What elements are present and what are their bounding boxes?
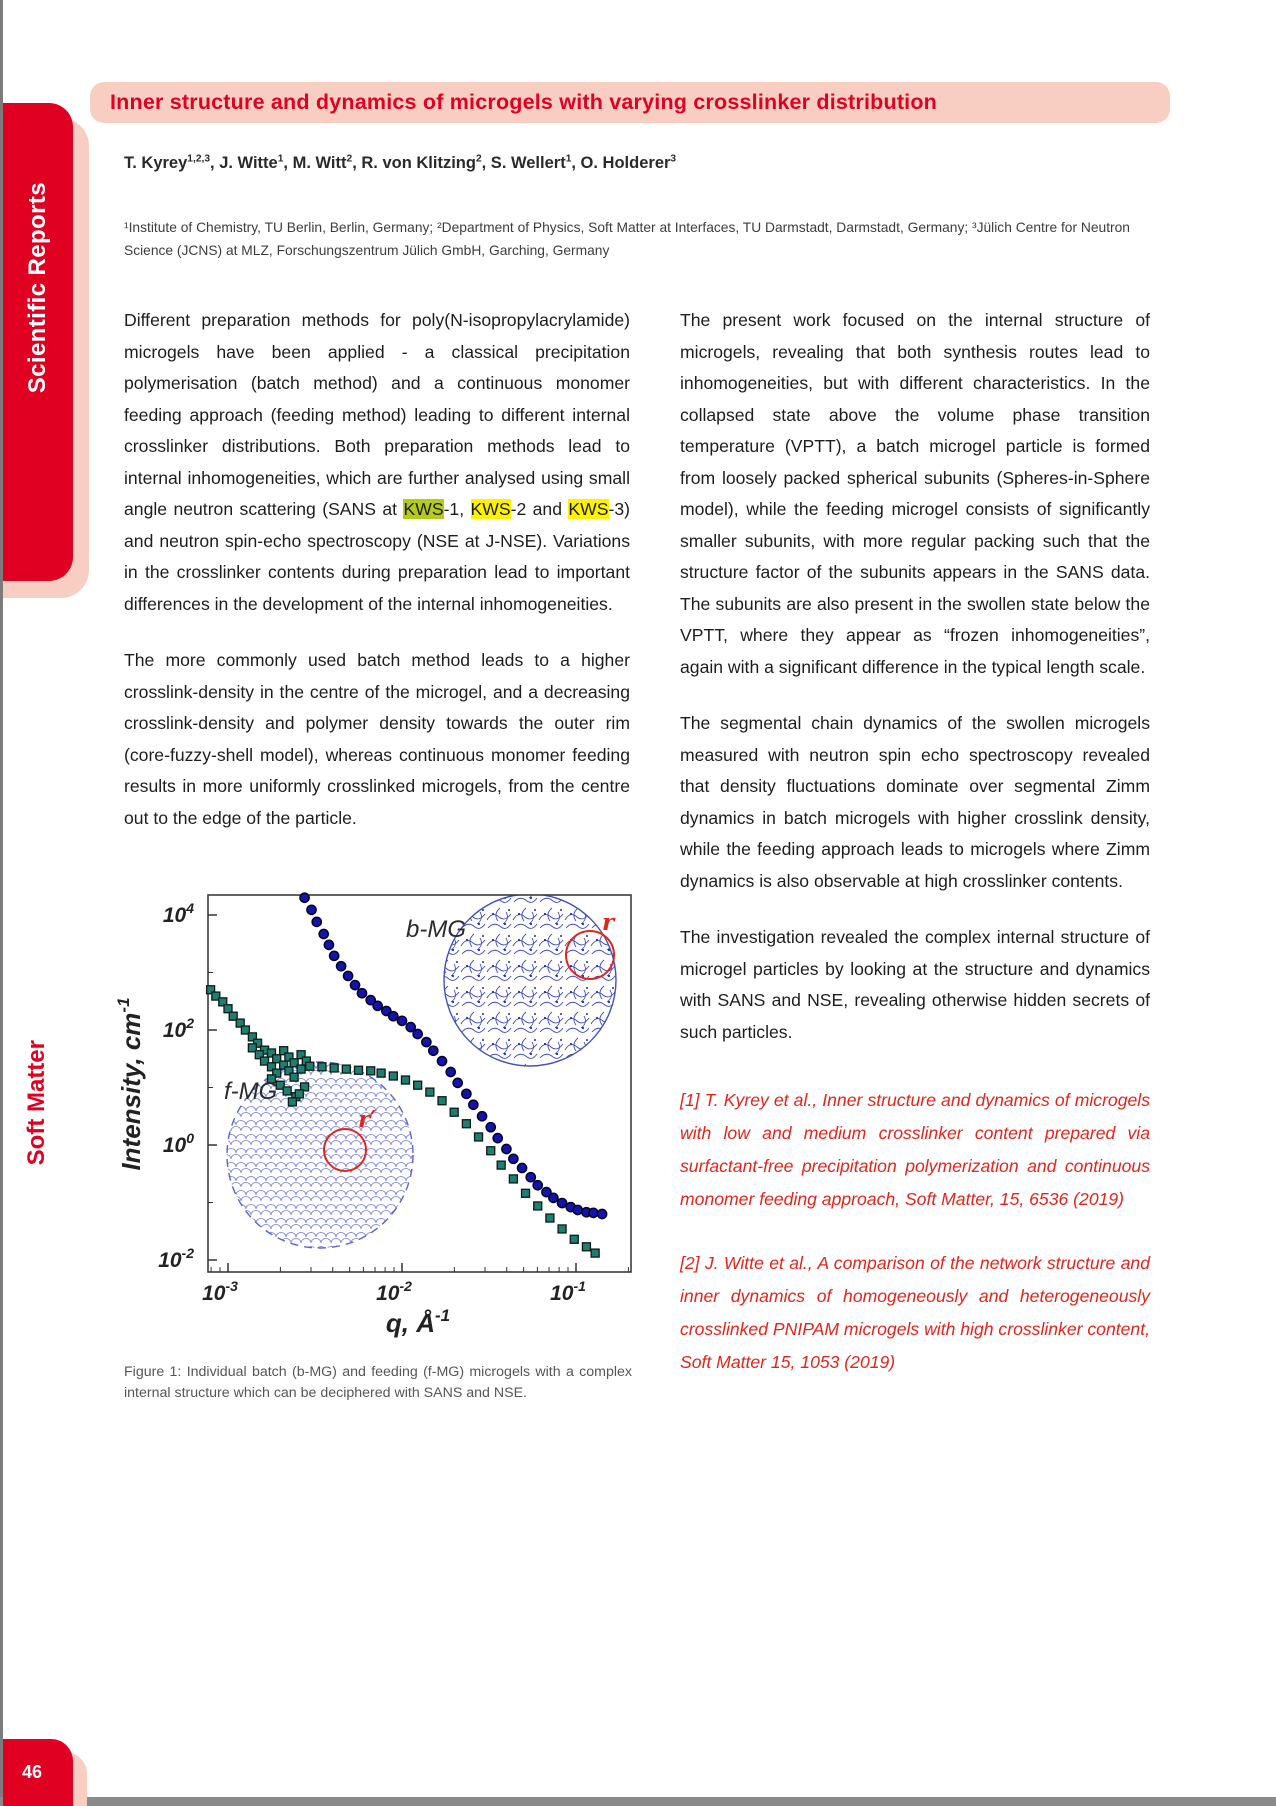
reference-2: [2] J. Witte et al., A comparison of the network structure and inner dynamics of homogeneously and heterogeneously crosslinked PNIPAM microgels with high crosslinker content, Soft Matter 15, 1053 (2019)	[680, 1253, 1150, 1372]
sidebar-label-soft-matter-box	[20, 1035, 54, 1171]
svg-text:10-2: $10^{-2}$	[376, 1278, 412, 1305]
svg-text:f-MG: f-MG	[224, 1078, 278, 1105]
svg-text:10-3: $10^{-3}$	[202, 1278, 238, 1305]
bottom-border-rule	[0, 1797, 1276, 1806]
reference-1: [1] T. Kyrey et al., Inner structure and dynamics of microgels with low and medium crosslinker content prepared via surfactant-free precipitation polymerization and continuous monomer feeding approach, Soft Matter, 15, 6536 (2019)	[680, 1090, 1150, 1209]
svg-text:104: $10^4$	[162, 900, 194, 927]
svg-text:q, Å-1: q, $Å^{-1}$	[385, 1306, 451, 1338]
svg-text:r′: r′	[358, 1106, 377, 1133]
authors-line: T. Kyrey$^{1,2,3}$, J. Witte$^1$, M. Witt$^2$, R. von Klitzing$^2$, S. Wellert$^1$, O. Holderer$^3$	[124, 153, 677, 172]
sidebar-label-soft-matter: Soft Matter	[23, 1040, 50, 1166]
page-title: Inner structure and dynamics of microgels with varying crosslinker distribution	[110, 90, 938, 114]
paragraph-batch-vs-feeding: The more commonly used batch method leads to a higher crosslink-density in the centre of the microgel, and a decreasing crosslink-density and polymer density towards the outer rim (core-fuzzy-shell model), whereas continuous monomer feeding results in more uniformly crosslinked microgels, from the centre out to the edge of the particle.	[124, 650, 630, 828]
svg-text:102: $10^2$	[162, 1015, 194, 1042]
page-number: 46	[22, 1762, 43, 1782]
figure-caption: Figure 1: Individual batch (b-MG) and feeding (f-MG) microgels with a complex internal structure which can be deciphered with SANS and NSE.	[124, 1364, 632, 1401]
right-column	[680, 305, 1150, 1410]
reference-list	[680, 1084, 1150, 1379]
svg-text:10-1: $10^{-1}$	[550, 1278, 586, 1305]
paragraph-structure: The present work focused on the internal structure of microgels, revealing that both synthesis routes lead to inhomogeneities, but with different characteristics. In the collapsed state above the volume phase transition temperature (VPTT), a batch microgel particle is formed from loosely packed spherical subunits (Spheres-in-Sphere model), while the feeding microgel consists of significantly smaller subunits, with more regular packing such that the structure factor of the subunits appears in the SANS data. The subunits are also present in the swollen state below the VPTT, where they appear as “frozen inhomogeneities”, again with a significant difference in the typical length scale.	[680, 310, 1150, 677]
sidebar-label-scientific-reports: Scientific Reports	[24, 182, 51, 394]
paragraph-dynamics: The segmental chain dynamics of the swollen microgels measured with neutron spin echo spectroscopy revealed that density fluctuations dominate over segmental Zimm dynamics in batch microgels with higher crosslink density, while the feeding approach leads to microgels where Zimm dynamics is also observable at high crosslinker contents.	[680, 713, 1150, 891]
page-number-tab	[3, 1739, 73, 1806]
svg-text:100: $10^0$	[162, 1130, 194, 1157]
sidebar-tab-scientific-reports	[3, 103, 73, 581]
b-mg-sphere-sketch	[444, 894, 616, 1066]
paragraph-conclusion: The investigation revealed the complex internal structure of microgel particles by looking at the structure and dynamics with SANS and NSE, revealing otherwise hidden secrets of such particles.	[680, 927, 1150, 1042]
figure-1	[96, 880, 656, 1420]
affiliations: ¹Institute of Chemistry, TU Berlin, Berlin, Germany; ²Department of Physics, Soft Matter at Interfaces, TU Darmstadt, Darmstadt, Germany; ³Jülich Centre for Neutron Science (JCNS) at MLZ, Forschungszentrum Jülich GmbH, Garching, Germany	[124, 220, 1130, 258]
paragraph-methods: Different preparation methods for poly(N-isopropylacrylamide) microgels have been applied - a classical precipitation polymerisation (batch method) and a continuous monomer feeding approach (feeding method) leading to different internal crosslinker distributions. Both preparation methods lead to internal inhomogeneities, which are further analysed using small angle neutron scattering (SANS at KWS-1, KWS-2 and KWS-3) and neutron spin-echo spectroscopy (NSE at J-NSE). Variations in the crosslinker contents during preparation lead to important differences in the development of the internal inhomogeneities.	[124, 310, 631, 614]
svg-text:10-2: $10^{-2}$	[158, 1245, 194, 1272]
svg-text:b-MG: b-MG	[406, 916, 466, 943]
title-banner	[90, 82, 1170, 123]
sans-intensity-chart	[96, 880, 656, 1420]
left-column	[124, 305, 630, 859]
svg-text:r: r	[602, 909, 615, 936]
svg-text:Intensity, cm-1: Intensity, $cm^{-1}$	[114, 997, 146, 1171]
